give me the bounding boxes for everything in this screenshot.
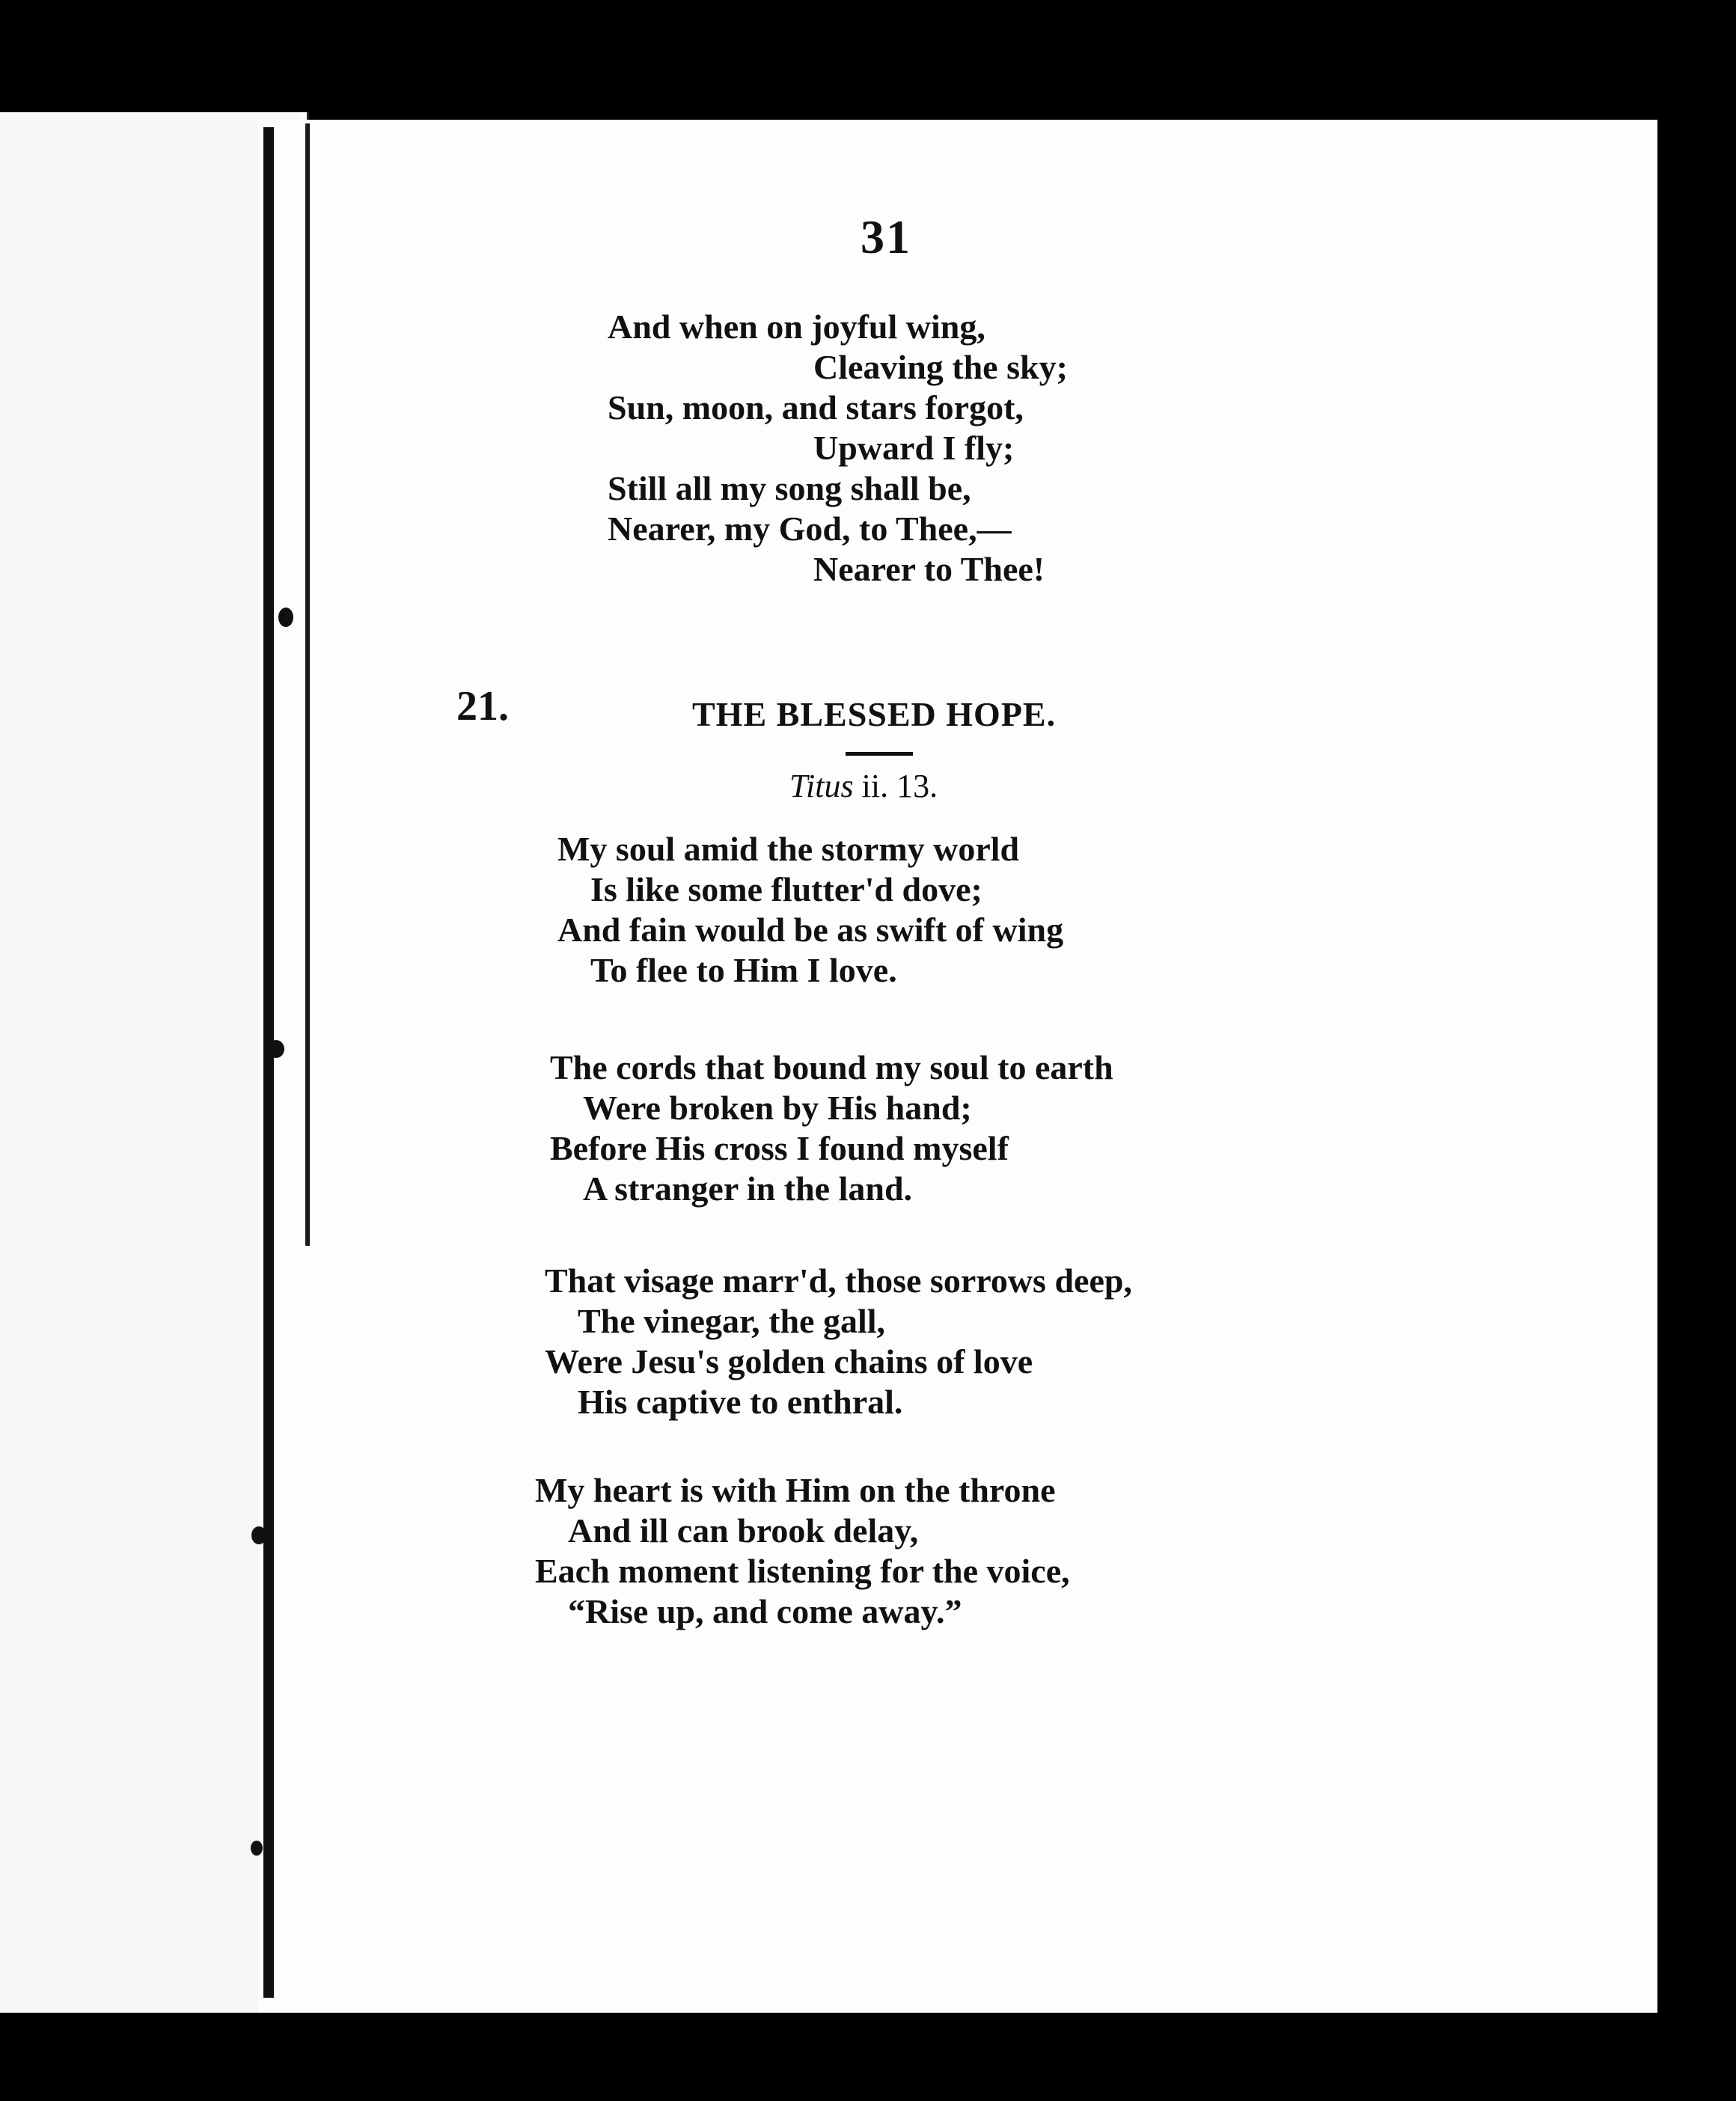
verse-line: To flee to Him I love. — [590, 951, 897, 989]
verse-line: Were Jesu's golden chains of love — [545, 1342, 1033, 1380]
verse-line: Nearer, my God, to Thee,— — [608, 510, 1012, 548]
binding-stitch — [251, 1841, 263, 1856]
verse-line: Sun, moon, and stars forgot, — [608, 388, 1024, 426]
binding-stitch — [268, 1040, 284, 1058]
stanza-2 — [550, 1048, 1113, 1209]
hymn-number: 21. — [456, 683, 509, 730]
verse-line: Upward I fly; — [813, 429, 1015, 467]
page-number: 31 — [861, 210, 911, 263]
verse-line: “Rise up, and come away.” — [568, 1592, 962, 1630]
stanza-4 — [535, 1470, 1070, 1632]
verse-line: Is like some flutter'd dove; — [590, 870, 982, 908]
verse-line: Nearer to Thee! — [813, 550, 1045, 588]
binding-stitch — [278, 608, 293, 627]
verse-line: The vinegar, the gall, — [578, 1302, 886, 1340]
verse-line: Cleaving the sky; — [813, 348, 1068, 386]
scripture-reference — [789, 767, 938, 805]
binding-stitch — [251, 1526, 266, 1544]
scan-border — [0, 2013, 1736, 2101]
verse-line: And fain would be as swift of wing — [557, 911, 1064, 949]
verse-line: A stranger in the land. — [583, 1169, 913, 1208]
verse-line: His captive to enthral. — [578, 1383, 903, 1421]
verse-line: The cords that bound my soul to earth — [550, 1048, 1113, 1086]
verse-line: My heart is with Him on the throne — [535, 1471, 1056, 1509]
hymn-title: THE BLESSED HOPE. — [692, 695, 1057, 733]
stanza-3 — [545, 1261, 1132, 1422]
verse-line: Still all my song shall be, — [608, 469, 971, 507]
verse-line: My soul amid the stormy world — [557, 830, 1020, 868]
title-divider — [846, 752, 913, 756]
verse-line: Were broken by His hand; — [583, 1089, 972, 1127]
reference-verse: ii. 13. — [861, 768, 938, 804]
verse-line: Before His cross I found myself — [550, 1129, 1009, 1167]
binding-edge — [263, 127, 274, 1998]
stanza-1 — [557, 829, 1063, 991]
verse-line: That visage marr'd, those sorrows deep, — [545, 1261, 1132, 1300]
facing-page-surface — [0, 112, 299, 2019]
verse-line: And when on joyful wing, — [608, 308, 985, 346]
continued-stanza — [608, 307, 1068, 590]
verse-line: Each moment listening for the voice, — [535, 1552, 1070, 1590]
page-fold — [305, 123, 310, 1246]
verse-line: And ill can brook delay, — [568, 1511, 919, 1550]
reference-book: Titus — [789, 768, 854, 804]
